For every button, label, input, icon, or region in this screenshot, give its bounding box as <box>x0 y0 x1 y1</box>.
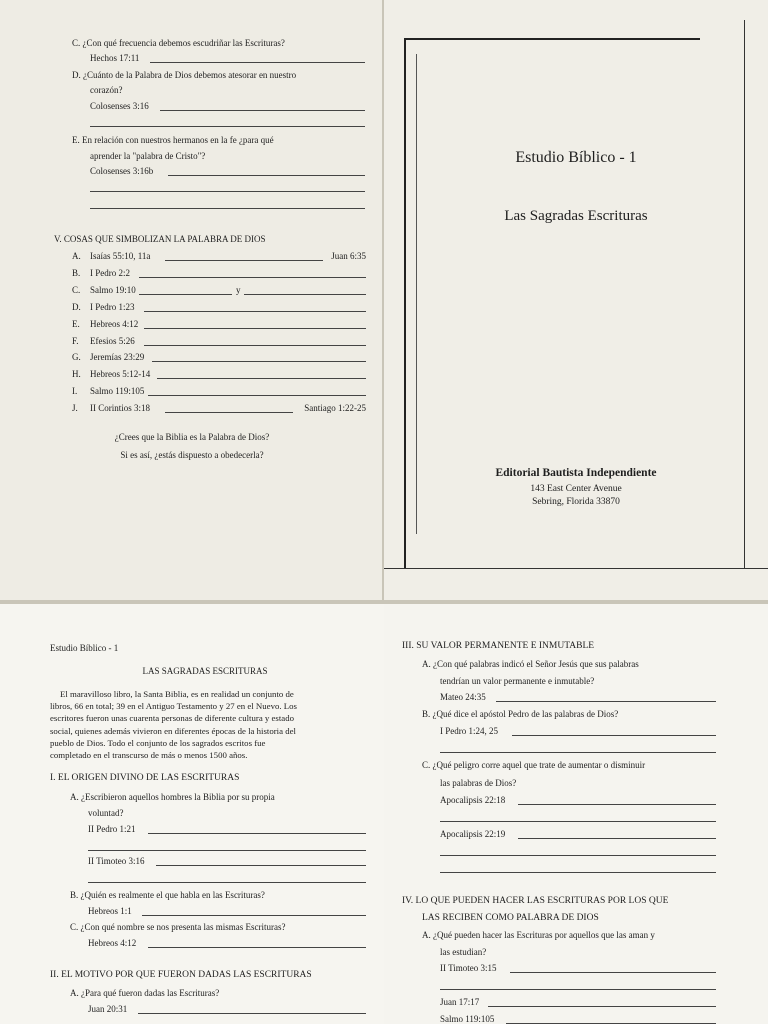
answer-line[interactable] <box>440 752 716 753</box>
ref-i-pedro: I Pedro 1:24, 25 <box>440 726 498 736</box>
answer-line[interactable] <box>440 989 716 990</box>
section-iv-heading: IV. LO QUE PUEDEN HACER LAS ESCRITURAS POR LOS QUE <box>402 896 669 906</box>
question-i-a-cont: voluntad? <box>88 808 124 818</box>
list-item <box>0 319 384 333</box>
item-reference: Hebreos 5:12-14 <box>90 369 151 380</box>
answer-line[interactable] <box>488 1006 716 1007</box>
answer-line[interactable] <box>440 872 716 873</box>
ref-hebreos-1: Hebreos 1:1 <box>88 906 132 916</box>
answer-line[interactable] <box>168 175 365 176</box>
answer-line[interactable] <box>88 882 366 883</box>
intro-line: social, quienes además vivieron en diferentes épocas de la historia del <box>50 725 296 736</box>
page-title: LAS SAGRADAS ESCRITURAS <box>142 666 268 676</box>
ref-ii-pedro: II Pedro 1:21 <box>88 824 136 834</box>
answer-line[interactable] <box>244 294 366 295</box>
section-ii-heading: II. EL MOTIVO POR QUE FUERON DADAS LAS ESCRITURAS <box>50 970 312 980</box>
page-fold-vertical <box>382 0 384 600</box>
item-conjunction: y <box>236 284 241 295</box>
item-letter: B. <box>72 267 81 278</box>
item-reference: Hebreos 4:12 <box>90 318 139 329</box>
section-v-heading: V. COSAS QUE SIMBOLIZAN LA PALABRA DE DIOS <box>54 234 266 244</box>
ref-mateo: Mateo 24:35 <box>440 692 486 702</box>
ref-hechos: Hechos 17:11 <box>90 53 140 63</box>
section-iii-heading: III. SU VALOR PERMANENTE E INMUTABLE <box>402 641 595 651</box>
item-extra-reference: Juan 6:35 <box>331 251 366 261</box>
question-e: E. En relación con nuestros hermanos en la fe ¿para qué <box>72 135 274 145</box>
answer-line[interactable] <box>148 395 366 396</box>
publisher-address: 143 East Center Avenue <box>530 484 622 494</box>
ref-juan-17: Juan 17:17 <box>440 997 480 1007</box>
ref-ii-timoteo-315: II Timoteo 3:15 <box>440 963 497 973</box>
cover-subtitle: Las Sagradas Escrituras <box>504 208 648 224</box>
answer-line[interactable] <box>156 865 366 866</box>
publisher-city: Sebring, Florida 33870 <box>532 497 620 507</box>
answer-line[interactable] <box>518 838 716 839</box>
answer-line[interactable] <box>144 311 366 312</box>
ref-apocalipsis-18: Apocalipsis 22:18 <box>440 795 506 805</box>
answer-line[interactable] <box>150 62 365 63</box>
ref-juan-20: Juan 20:31 <box>88 1004 128 1014</box>
question-iii-c: C. ¿Qué peligro corre aquel que trate de aumentar o disminuir <box>422 760 646 770</box>
intro-line: completado en el transcurso de más o menos 1500 años. <box>50 750 248 760</box>
list-item <box>0 352 384 366</box>
answer-line[interactable] <box>160 110 365 111</box>
item-reference: Salmo 119:105 <box>90 386 145 397</box>
question-i-c: C. ¿Con qué nombre se nos presenta las mismas Escrituras? <box>70 922 286 932</box>
answer-line[interactable] <box>148 833 366 834</box>
list-item <box>0 386 384 400</box>
answer-line[interactable] <box>138 1013 366 1014</box>
list-item <box>0 302 384 316</box>
item-reference: Efesios 5:26 <box>90 335 135 346</box>
item-letter: C. <box>72 284 81 295</box>
cover-frame-top <box>404 38 700 40</box>
intro-line: pueblo de Dios. Todo el conjunto de los sagrados escritos fue <box>50 737 266 748</box>
item-letter: D. <box>72 301 81 312</box>
question-iv-a: A. ¿Qué pueden hacer las Escrituras por aquellos que las aman y <box>422 930 655 940</box>
ref-apocalipsis-19: Apocalipsis 22:19 <box>440 829 506 839</box>
list-item <box>0 403 384 417</box>
item-extra-reference: Santiago 1:22-25 <box>304 403 366 414</box>
list-item <box>0 268 384 282</box>
answer-line[interactable] <box>144 345 366 346</box>
section-iv-heading-cont: LAS RECIBEN COMO PALABRA DE DIOS <box>422 913 599 923</box>
item-reference: II Corintios 3:18 <box>90 403 150 414</box>
answer-line[interactable] <box>440 821 716 822</box>
answer-line[interactable] <box>90 191 365 192</box>
answer-line[interactable] <box>512 735 716 736</box>
answer-line[interactable] <box>157 378 367 379</box>
answer-line[interactable] <box>510 972 716 973</box>
intro-line: escritores fueron unas cuarenta personas de diferente cultura y estado <box>50 713 295 724</box>
list-item <box>0 336 384 350</box>
ref-hebreos-4: Hebreos 4:12 <box>88 938 137 948</box>
cover-frame-inner <box>416 54 417 534</box>
question-iii-c-cont: las palabras de Dios? <box>440 778 517 788</box>
item-reference: Isaías 55:10, 11a <box>90 251 151 261</box>
answer-line[interactable] <box>165 260 323 261</box>
question-ii-a: A. ¿Para qué fueron dadas las Escrituras? <box>70 988 220 998</box>
ref-salmo-119: Salmo 119:105 <box>440 1014 495 1024</box>
answer-line[interactable] <box>139 277 366 278</box>
booklet-page-2 <box>384 604 768 1024</box>
ref-ii-timoteo: II Timoteo 3:16 <box>88 856 145 866</box>
list-item <box>0 251 384 265</box>
item-reference: I Pedro 1:23 <box>90 301 135 312</box>
answer-line[interactable] <box>90 208 365 209</box>
booklet-page-1 <box>0 604 384 1024</box>
item-reference: Salmo 19:10 <box>90 284 136 295</box>
question-i-b: B. ¿Quién es realmente el que habla en las Escrituras? <box>70 890 265 900</box>
answer-line[interactable] <box>148 947 366 948</box>
item-letter: G. <box>72 352 81 363</box>
item-letter: I. <box>72 386 78 397</box>
question-iii-b: B. ¿Qué dice el apóstol Pedro de las palabras de Dios? <box>422 709 619 719</box>
cover-frame-bottom <box>384 568 768 569</box>
item-reference: I Pedro 2:2 <box>90 267 130 278</box>
question-e-cont: aprender la "palabra de Cristo"? <box>90 151 206 161</box>
answer-line[interactable] <box>90 126 365 127</box>
answer-line[interactable] <box>144 328 366 329</box>
closing-question-2: Si es así, ¿estás dispuesto a obedecerla? <box>120 450 264 460</box>
answer-line[interactable] <box>142 915 366 916</box>
answer-line[interactable] <box>440 855 716 856</box>
item-letter: H. <box>72 369 81 380</box>
intro-line: libros, 66 en total; 39 en el Antiguo Testamento y 27 en el Nuevo. Los <box>50 701 297 712</box>
item-letter: E. <box>72 318 80 329</box>
question-iv-a-cont: las estudian? <box>440 947 487 957</box>
question-i-a: A. ¿Escribieron aquellos hombres la Biblia por su propia <box>70 792 275 802</box>
answer-line[interactable] <box>88 850 366 851</box>
booklet-cover <box>384 0 768 600</box>
question-d: D. ¿Cuánto de la Palabra de Dios debemos atesorar en nuestro <box>72 70 297 80</box>
answer-line[interactable] <box>139 294 232 295</box>
question-iii-a-cont: tendrían un valor permanente e inmutable? <box>440 676 595 686</box>
intro-line: El maravilloso libro, la Santa Biblia, es en realidad un conjunto de <box>60 689 294 699</box>
answer-line[interactable] <box>152 361 366 362</box>
section-i-heading: I. EL ORIGEN DIVINO DE LAS ESCRITURAS <box>50 773 240 783</box>
ref-colosenses-b: Colosenses 3:16b <box>90 166 154 176</box>
closing-question: ¿Crees que la Biblia es la Palabra de Dios? <box>114 432 270 442</box>
question-d-cont: corazón? <box>90 85 123 95</box>
item-letter: J. <box>72 403 78 414</box>
booklet-inner-page-left <box>0 0 384 600</box>
publisher-name: Editorial Bautista Independiente <box>495 467 657 479</box>
question-iii-a: A. ¿Con qué palabras indicó el Señor Jesús que sus palabras <box>422 659 639 669</box>
page-header: Estudio Bíblico - 1 <box>50 643 119 653</box>
list-item <box>0 285 384 299</box>
list-item <box>0 369 384 383</box>
answer-line[interactable] <box>496 701 716 702</box>
item-reference: Jeremías 23:29 <box>90 352 145 363</box>
item-letter: A. <box>72 251 81 261</box>
item-letter: F. <box>72 335 79 346</box>
cover-title: Estudio Bíblico - 1 <box>515 149 637 166</box>
ref-colosenses: Colosenses 3:16 <box>90 101 149 111</box>
answer-line[interactable] <box>165 412 293 413</box>
question-c: C. ¿Con qué frecuencia debemos escudriñar las Escrituras? <box>72 38 285 48</box>
answer-line[interactable] <box>518 804 716 805</box>
